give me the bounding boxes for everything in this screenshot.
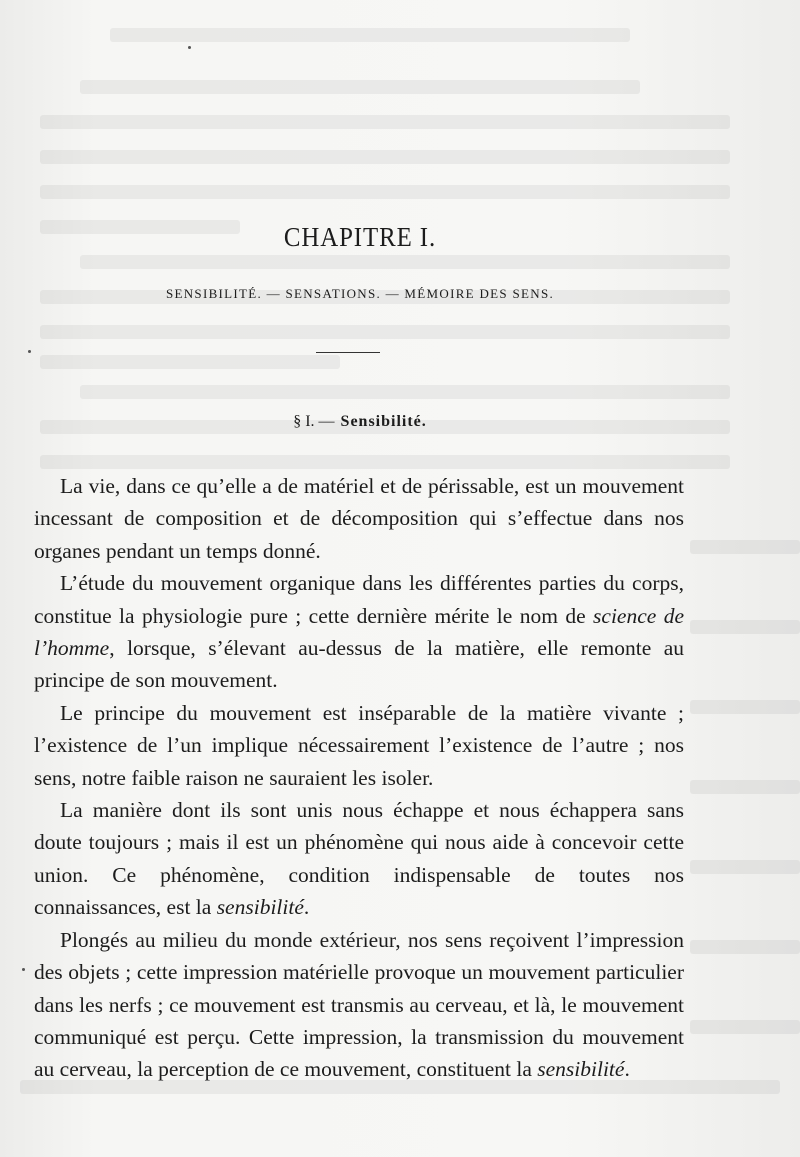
section-heading — [0, 413, 720, 431]
paragraph-text: , lorsque, s’élevant au-dessus de la matière, elle remonte au principe de son mouvement. — [34, 636, 684, 693]
italic-term: sensibilité — [537, 1057, 625, 1082]
italic-term: science de l’homme — [34, 603, 684, 661]
paragraph — [34, 924, 684, 1086]
section-name: Sensibilité. — [340, 413, 427, 430]
paragraph-text: . — [303, 895, 310, 920]
paragraph — [34, 567, 684, 697]
paragraph — [34, 697, 684, 794]
chapter-title: CHAPITRE I. — [283, 222, 437, 252]
chapter-subtitle: SENSIBILITÉ. — SENSATIONS. — MÉMOIRE DES SENS. — [165, 286, 555, 301]
separator-rule — [316, 352, 380, 353]
paragraph-text: . — [624, 1057, 630, 1082]
italic-term: sensibilité — [216, 895, 304, 920]
paragraph-text: L’étude du mouvement organique dans les différentes parties du corps, constitue la physiologie pure ; cette dernière mérite le nom de — [34, 571, 684, 628]
section-number: § I. — — [293, 413, 335, 430]
paragraph — [34, 470, 684, 567]
print-speck — [28, 350, 31, 353]
print-speck — [188, 46, 191, 49]
paragraph-text: La manière dont ils sont unis nous échappe et nous échappera sans doute toujours ; mais il est un phénomène qui nous aide à concevoir cette union. Ce phénomène, condition indispensable de toutes nos connaissances, est la — [34, 798, 684, 920]
print-speck — [22, 968, 25, 971]
paragraph-text: La vie, dans ce qu’elle a de matériel et de périssable, est un mouvement incessant de composition et de décomposition qui s’effectue dans nos organes pendant un temps donné. — [34, 474, 684, 563]
paragraph-text: Le principe du mouvement est inséparable de la matière vivante ; l’existence de l’un implique nécessairement l’existence de l’autre ; nos sens, notre faible raison ne sauraient les isoler. — [34, 700, 684, 790]
paragraph-text: Plongés au milieu du monde extérieur, nos sens reçoivent l’impression des objets ; cette impression matérielle provoque un mouvement particulier dans les nerfs ; ce mouvement est transmis au cerveau, et là, le mouvement communiqué est perçu. Cette impression, la transmission du mouvement au cerveau, la perception de ce mouvement, constituent la — [34, 927, 684, 1082]
body-text — [34, 470, 684, 1086]
paragraph — [34, 794, 684, 924]
